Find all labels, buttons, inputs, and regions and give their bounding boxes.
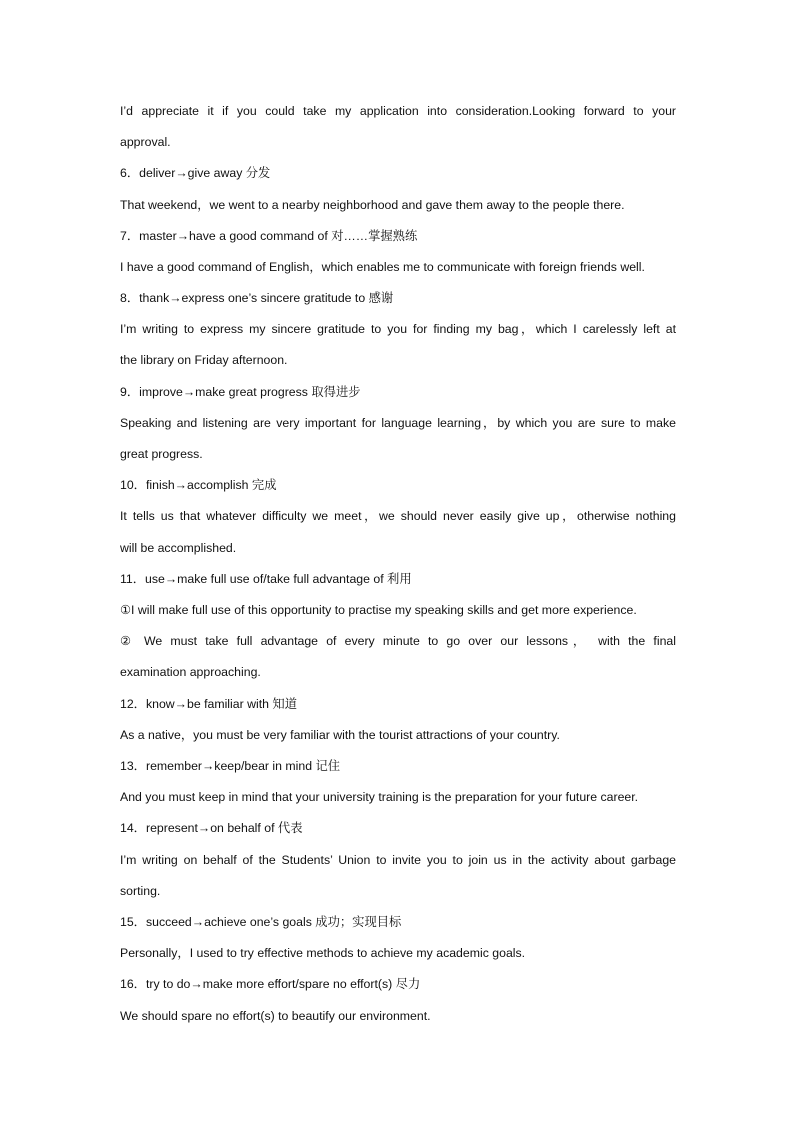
phrase-heading: 15．succeed→achieve one’s goals 成功；实现目标 [120,915,402,929]
sentence-line: We should spare no effort(s) to beautify our environment. [120,1009,431,1023]
phrase-heading: 10．finish→accomplish 完成 [120,478,277,492]
phrase-heading: 13．remember→keep/bear in mind 记住 [120,759,341,773]
sentence-line: Speaking and listening are very important for language learning，by which you are sure to make [120,416,676,430]
sentence-line: ② We must take full advantage of every minute to go over our lessons， with the final [120,634,676,648]
sentence-line: I have a good command of English，which enables me to communicate with foreign friends well. [120,260,645,274]
sentence-line: I’d appreciate it if you could take my application into consideration.Looking forward to your [120,104,676,118]
phrase-heading: 8．thank→express one’s sincere gratitude to 感谢 [120,291,394,305]
sentence-line: will be accomplished. [120,541,237,555]
sentence-line: ①I will make full use of this opportunity to practise my speaking skills and get more experience. [120,603,637,617]
phrase-heading: 11．use→make full use of/take full advantage of 利用 [120,572,412,586]
phrase-heading: 6．deliver→give away 分发 [120,166,271,180]
sentence-line: Personally，I used to try effective methods to achieve my academic goals. [120,946,526,960]
sentence-line: And you must keep in mind that your university training is the preparation for your future career. [120,790,639,804]
sentence-line: It tells us that whatever difficulty we meet，we should never easily give up，otherwise nothing [120,509,676,523]
sentence-line: great progress. [120,447,203,461]
phrase-heading: 16．try to do→make more effort/spare no effort(s) 尽力 [120,977,421,991]
phrase-heading: 12．know→be familiar with 知道 [120,697,297,711]
sentence-line: examination approaching. [120,665,261,679]
sentence-line: I’m writing on behalf of the Students’ Union to invite you to join us in the activity about garbage [120,853,676,867]
sentence-line: I’m writing to express my sincere gratitude to you for finding my bag，which I carelessly left at [120,322,676,336]
phrase-heading: 9．improve→make great progress 取得进步 [120,385,361,399]
sentence-line: That weekend，we went to a nearby neighborhood and gave them away to the people there. [120,198,625,212]
phrase-heading: 14．represent→on behalf of 代表 [120,821,303,835]
sentence-line: the library on Friday afternoon. [120,353,288,367]
sentence-line: approval. [120,135,171,149]
sentence-line: As a native，you must be very familiar with the tourist attractions of your country. [120,728,560,742]
sentence-line: sorting. [120,884,161,898]
phrase-heading: 7．master→have a good command of 对……掌握熟练 [120,229,418,243]
